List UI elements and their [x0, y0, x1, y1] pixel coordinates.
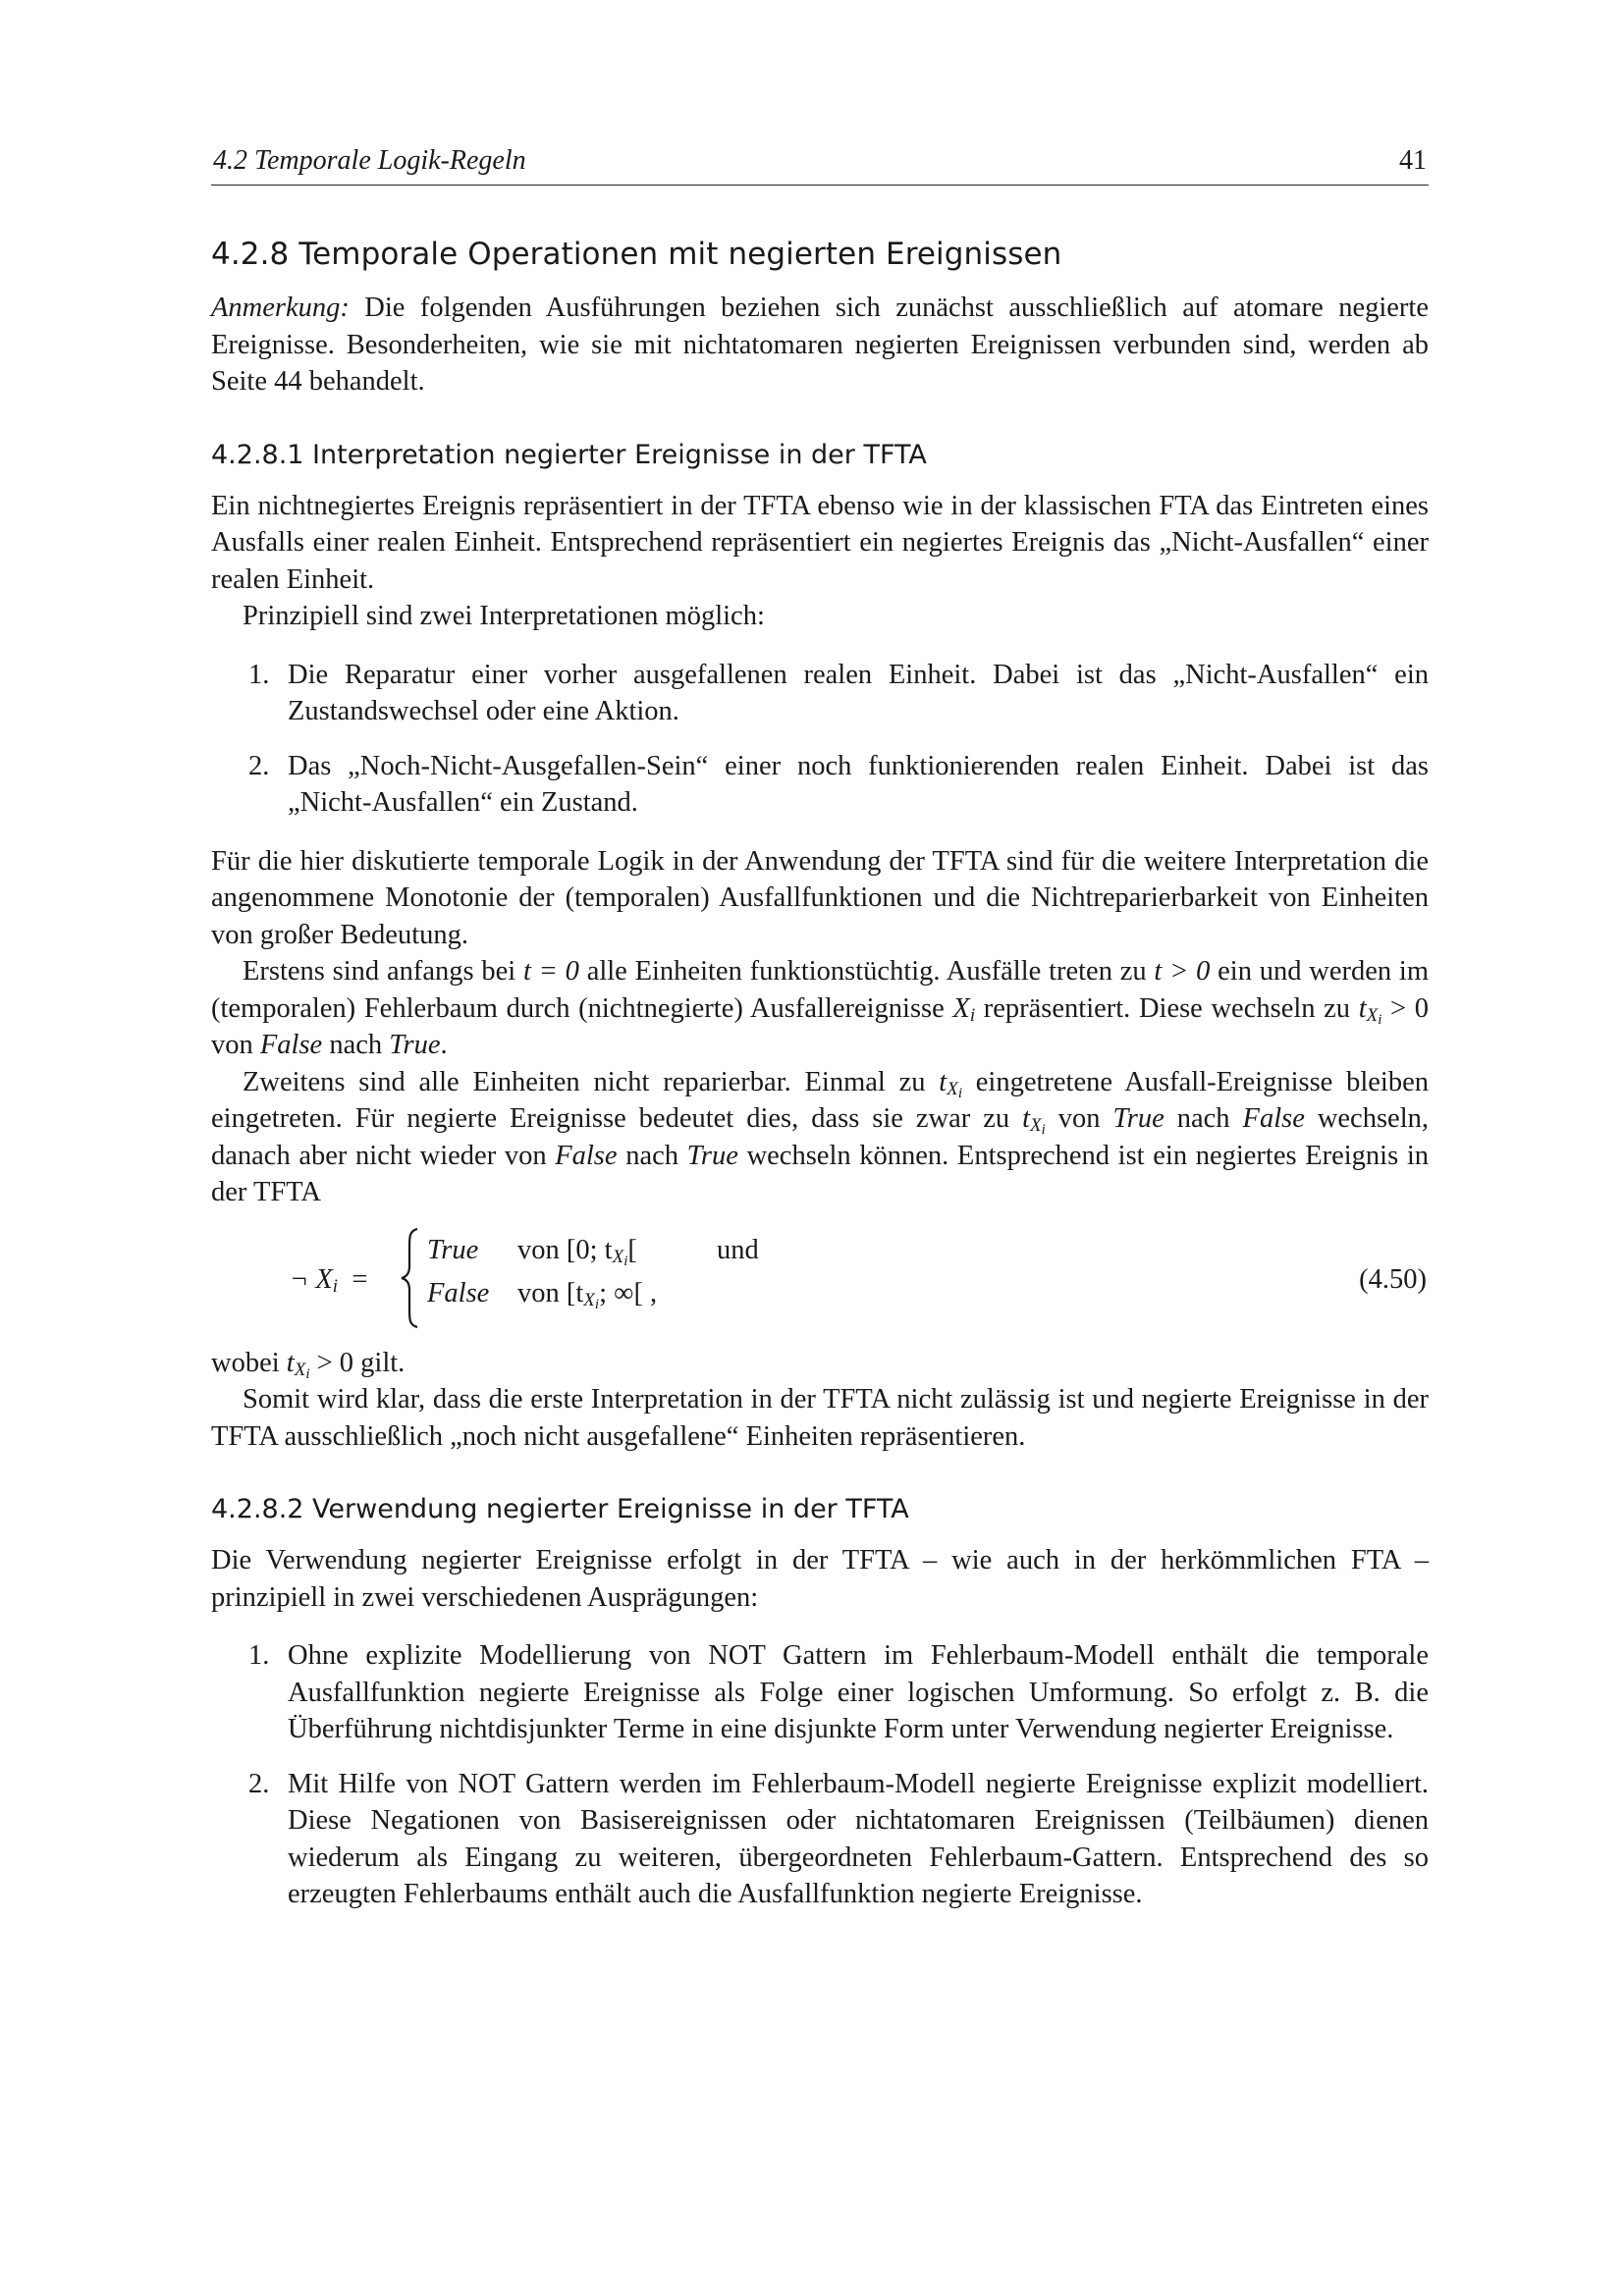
equation-lhs-var: ¬ X: [290, 1263, 333, 1295]
text-run: nach: [617, 1140, 687, 1171]
text-run: ; ∞[ ,: [599, 1277, 658, 1308]
math-subscript: i: [305, 1365, 310, 1382]
text-run: wobei: [211, 1347, 287, 1378]
text-run: repräsentiert. Diese wechseln zu: [975, 992, 1359, 1024]
math-subscript: i: [594, 1296, 600, 1312]
subsection-title-1: 4.2.8.1 Interpretation negierter Ereignisse in der TFTA: [211, 439, 927, 470]
text-run: alle Einheiten funktionstüchtig. Ausfälle treten zu: [578, 956, 1155, 987]
math-subscript: [295, 1360, 310, 1380]
math-subscript: i: [957, 1085, 962, 1101]
list-item: [211, 657, 1429, 730]
note-text: Die folgenden Ausführungen beziehen sich zunächst ausschließlich auf atomare negierte Ereignisse. Besonderheiten, wie sie mit nichtatomaren negierten Ereignissen verbunden sind, werden ab Seite 44 behandelt.: [211, 293, 1429, 397]
list-text: Die Reparatur einer vorher ausgefallenen realen Einheit. Dabei ist das „Nicht-Ausfallen“ ein Zustandswechsel oder eine Aktion.: [288, 659, 1429, 726]
text-run: von: [1045, 1103, 1113, 1134]
equation-case-2: [427, 1277, 658, 1312]
paragraph: Somit wird klar, dass die erste Interpretation in der TFTA nicht zulässig ist und negierte Ereignisse in der TFTA ausschließlich „noch nicht ausgefallene“ Einheiten repräsentieren.: [211, 1384, 1429, 1452]
equation-number: (4.50): [1359, 1263, 1427, 1295]
case-value: False: [427, 1277, 490, 1308]
math-inline: X: [612, 1246, 624, 1267]
math-subscript: i: [1378, 1011, 1382, 1028]
math-subscript: [583, 1290, 599, 1310]
paragraph: [211, 1064, 1429, 1211]
equation-case-1: [427, 1234, 637, 1269]
list-item: [211, 1766, 1429, 1913]
left-brace-icon: [400, 1227, 421, 1329]
section-title: 4.2.8 Temporale Operationen mit negierten Ereignissen: [211, 237, 1062, 272]
case-condition: [517, 1234, 637, 1269]
list-number: 2.: [248, 1768, 270, 1799]
math-inline: X: [583, 1289, 595, 1310]
paragraph: Prinzipiell sind zwei Interpretationen möglich:: [243, 601, 765, 631]
list-number: 1.: [248, 659, 270, 690]
paragraph: [211, 953, 1429, 1064]
page-number: 41: [1399, 145, 1427, 176]
math-inline: > 0: [1381, 992, 1429, 1024]
case-condition: [517, 1277, 658, 1312]
math-subscript: [613, 1247, 628, 1267]
text-run: eingetretene Ausfall-Ereignisse bleiben eingetreten. Für negierte Ereignisse bedeutet dies, dass sie zwar zu: [211, 1066, 1430, 1134]
list-item: [211, 748, 1429, 822]
math-inline: False: [1242, 1103, 1305, 1134]
math-subscript: [1030, 1115, 1046, 1136]
interpretation-list: [211, 657, 1429, 822]
paragraph: Ein nichtnegiertes Ereignis repräsentiert in der TFTA ebenso wie in der klassischen FTA das Eintreten eines Ausfalls einer realen Einheit. Entsprechend repräsentiert ein negiertes Ereignis das „Nicht-Ausfallen“ einer realen Einheit.: [211, 490, 1429, 595]
list-text: Ohne explizite Modellierung von NOT Gattern im Fehlerbaum-Modell enthält die temporale Ausfallfunktion negierte Ereignisse als Folge einer logischen Umformung. So erfolgt z. B. die Überführung nichtdisjunkter Terme in eine disjunkte Form unter Verwendung negierter Ereignisse.: [288, 1640, 1429, 1744]
math-inline: t: [286, 1347, 295, 1378]
case-value: True: [427, 1234, 479, 1265]
math-subscript: [947, 1079, 962, 1099]
list-item: [211, 1637, 1429, 1748]
equation-und: und: [717, 1234, 759, 1265]
math-inline: False: [555, 1140, 618, 1171]
math-inline: X: [294, 1359, 306, 1380]
text-run: von [0; t: [517, 1234, 613, 1265]
note-label: Anmerkung:: [211, 293, 350, 323]
math-subscript: i: [623, 1253, 628, 1269]
math-subscript: i: [1041, 1122, 1046, 1138]
math-inline: X: [952, 992, 970, 1024]
math-inline: X: [947, 1078, 958, 1099]
paragraph: Die Verwendung negierter Ereignisse erfolgt in der TFTA – wie auch in der herkömmlichen FTA – prinzipiell in zwei verschiedenen Ausprägungen:: [211, 1545, 1429, 1613]
text-run: von: [211, 1030, 260, 1060]
list-number: 2.: [248, 750, 270, 781]
math-inline: False: [259, 1030, 323, 1060]
paragraph: [211, 1345, 1429, 1382]
text-run: ein und werden im (temporalen) Fehlerbaum durch (nichtnegierte) Ausfallereignisse: [211, 956, 1429, 1024]
math-inline: t: [1358, 992, 1367, 1024]
math-inline: X: [1030, 1115, 1042, 1136]
text-run: > 0 gilt.: [309, 1347, 406, 1378]
running-header: [211, 137, 1429, 186]
text-run: [: [627, 1234, 637, 1265]
text-run: von [t: [517, 1277, 584, 1308]
usage-list: [211, 1637, 1429, 1913]
math-inline: True: [389, 1030, 441, 1060]
note-paragraph: [211, 290, 1429, 400]
text-run: .: [440, 1030, 448, 1060]
equation-lhs: [290, 1264, 367, 1296]
text-run: nach: [1164, 1103, 1243, 1134]
page: [211, 137, 1429, 1935]
math-inline: t: [1022, 1103, 1031, 1134]
math-subscript: i: [332, 1275, 339, 1297]
equation-4-50: [211, 1231, 1429, 1333]
math-inline: t > 0: [1154, 956, 1211, 987]
math-inline: t: [939, 1066, 947, 1097]
paragraph: Für die hier diskutierte temporale Logik in der Anwendung der TFTA sind für die weitere Interpretation die angenommene Monotonie der (temporalen) Ausfallfunktionen und die Nichtreparierbarkeit von Einheiten von großer Bedeutung.: [211, 845, 1429, 950]
header-section: 4.2 Temporale Logik-Regeln: [213, 145, 526, 176]
text-run: Zweitens sind alle Einheiten nicht reparierbar. Einmal zu: [243, 1066, 940, 1097]
text-run: wechseln können. Entsprechend ist ein negiertes Ereignis in der TFTA: [211, 1140, 1430, 1207]
text-run: nach: [322, 1030, 390, 1060]
list-text: Mit Hilfe von NOT Gattern werden im Fehlerbaum-Modell negierte Ereignisse explizit modelliert. Diese Negationen von Basisereignissen oder nichtatomaren Ereignissen (Teilbäumen) dienen wiederum als Eingang zu weiteren, übergeordneten Fehlerbaum-Gattern. Entsprechend des so erzeugten Fehlerbaums enthält auch die Ausfallfunktion negierte Ereignisse.: [288, 1768, 1429, 1909]
math-subscript: i: [969, 1004, 976, 1026]
math-inline: t = 0: [522, 956, 579, 987]
subsection-title-2: 4.2.8.2 Verwendung negierter Ereignisse in der TFTA: [211, 1494, 909, 1524]
text-run: Erstens sind anfangs bei: [243, 956, 523, 987]
equals-sign: =: [352, 1263, 368, 1295]
math-inline: X: [1366, 1004, 1379, 1026]
list-number: 1.: [248, 1640, 270, 1671]
math-inline: True: [686, 1140, 738, 1171]
math-inline: True: [1112, 1103, 1164, 1134]
text-run: wechseln, danach aber nicht wieder von: [211, 1103, 1429, 1171]
math-subscript: [1367, 1005, 1382, 1026]
list-text: Das „Noch-Nicht-Ausgefallen-Sein“ einer noch funktionierenden realen Einheit. Dabei ist das „Nicht-Ausfallen“ ein Zustand.: [288, 750, 1429, 818]
